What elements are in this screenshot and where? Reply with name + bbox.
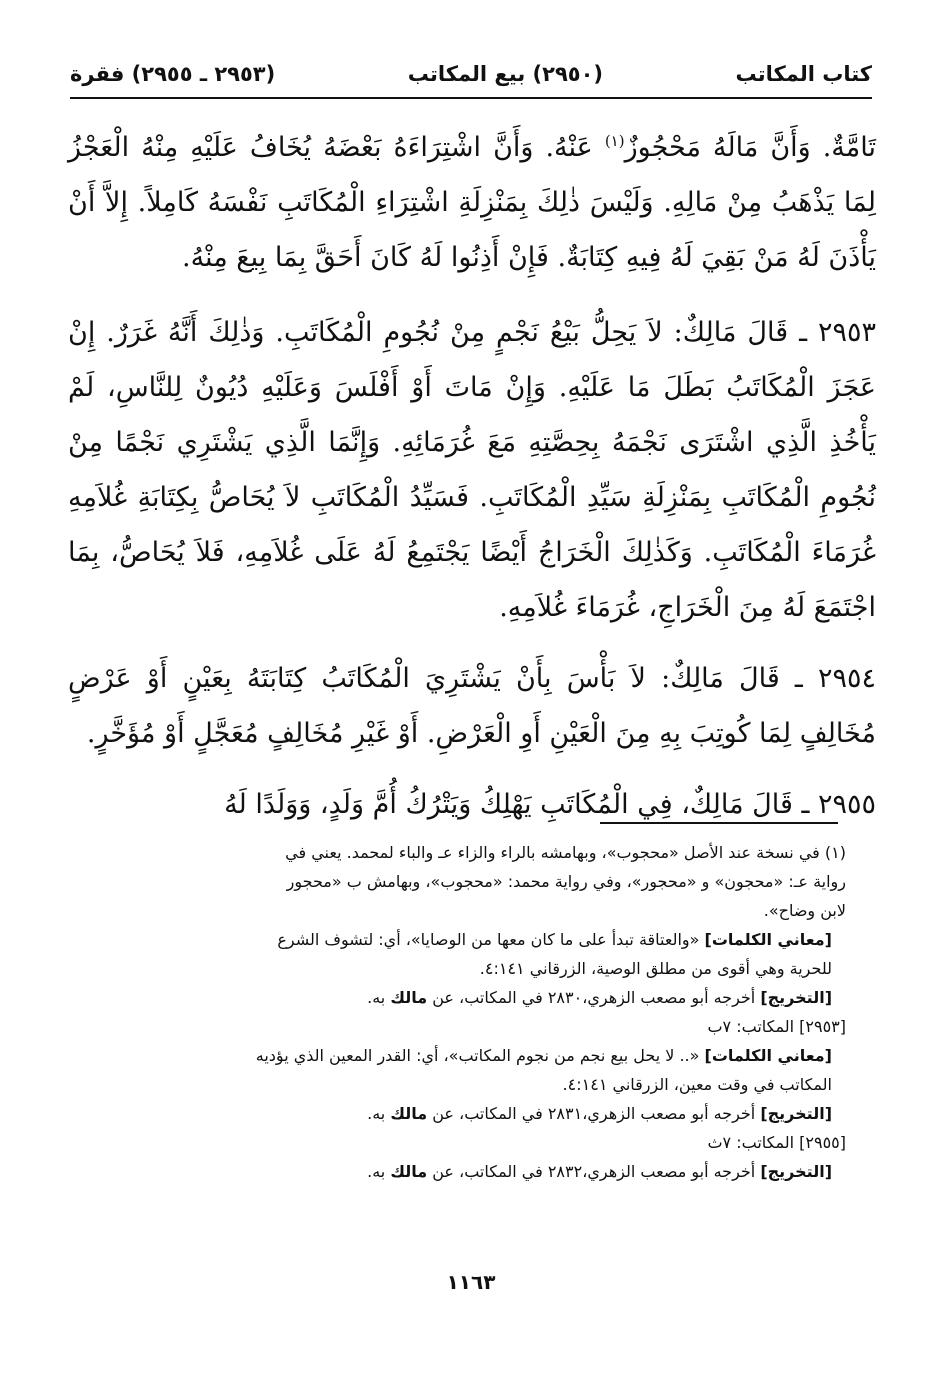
paragraph-continuation-text-b: عَنْهُ. وَأَنَّ اشْتِرَاءَهُ بَعْضَهُ يُخَافُ عَلَيْهِ مِنْهُ الْعَجْزُ لِمَا يَذْهَبُ مِنْ مَالِهِ. وَلَيْسَ ذٰلِكَ بِمَنْزِلَةِ اشْتِرَاءِ الْمُكَاتَبِ نَفْسَهُ كَامِلاً. إِلاَّ أَنْ يَأْذَنَ لَهُ مَنْ بَقِيَ لَهُ فِيهِ كِتَابَةٌ. فَإِنْ أَذِنُوا لَهُ كَانَ أَحَقَّ بِمَا بِيعَ مِنْهُ.: [68, 132, 876, 273]
word-meanings-2-line: [68, 1041, 832, 1070]
takhrij-3: [68, 1157, 846, 1186]
page-number: ١١٦٣: [446, 1270, 496, 1294]
word-meanings-text: «والعتاقة تبدأ على ما كان معها من الوصايا»، أي: لتشوف الشرع: [277, 930, 705, 949]
takhrij-2-line: [68, 1099, 832, 1128]
takhrij-end: به.: [367, 1104, 391, 1123]
paragraph-continuation-text-a: تَامَّةٌ. وَأَنَّ مَالَهُ مَحْجُوزٌ: [624, 132, 876, 163]
footnote-1-line: رواية عـ: «محجون» و «محجور»، وفي رواية محمد: «محجوب»، وبهامش ب «محجور: [286, 872, 846, 891]
word-meanings-2: [68, 1041, 846, 1099]
footnote-1: [68, 838, 846, 925]
takhrij-2: [68, 1099, 846, 1128]
footnote-separator: [600, 822, 838, 824]
header-paragraph-range: (٢٩٥٣ ـ ٢٩٥٥) فقرة: [70, 62, 276, 86]
ref-2953-text: [٢٩٥٣] المكاتب: ٧ب: [707, 1017, 846, 1036]
paragraph-2955: ٢٩٥٥ ـ قَالَ مَالِكٌ، فِي الْمُكَاتَبِ يَهْلِكُ وَيَتْرُكُ أُمَّ وَلَدٍ، وَوَلَدًا لَهُ: [224, 789, 876, 820]
ref-2955-text: [٢٩٥٥] المكاتب: ٧ث: [707, 1133, 846, 1152]
takhrij-3-line: [68, 1157, 832, 1186]
takhrij-label: [التخريج]: [760, 1104, 832, 1123]
takhrij-label: [التخريج]: [760, 1162, 832, 1181]
footnote-1-line: (١) في نسخة عند الأصل «محجوب»، وبهامشه بالراء والزاء عـ والباء لمحمد. يعني في: [285, 843, 846, 862]
takhrij-text: أخرجه أبو مصعب الزهري،٢٨٣٢ في المكاتب، عن: [427, 1162, 761, 1181]
word-meanings-label: [معاني الكلمات]: [704, 930, 832, 949]
word-meanings-2-line: المكاتب في وقت معين، الزرقاني ٤:١٤١.: [562, 1075, 832, 1094]
takhrij-1: [68, 983, 846, 1012]
paragraph-continuation: [68, 120, 876, 285]
takhrij-malik: مالك: [390, 988, 428, 1007]
takhrij-1-line: [68, 983, 832, 1012]
takhrij-malik: مالك: [390, 1162, 428, 1181]
footnote-1-line: لابن وضاح».: [763, 901, 846, 920]
ref-2953: [68, 1012, 846, 1041]
running-header: [70, 56, 872, 92]
takhrij-text: أخرجه أبو مصعب الزهري،٢٨٣٠ في المكاتب، عن: [427, 988, 761, 1007]
paragraph-2953: ٢٩٥٣ ـ قَالَ مَالِكٌ: لاَ يَحِلُّ بَيْعُ نَجْمٍ مِنْ نُجُومِ الْمُكَاتَبِ. وَذٰلِكَ أَنَّهُ غَرَرٌ. إِنْ عَجَزَ الْمُكَاتَبُ بَطَلَ مَا عَلَيْهِ. وَإِنْ مَاتَ أَوْ أَفْلَسَ وَعَلَيْهِ دُيُونٌ لِلنَّاسِ، لَمْ يَأْخُذِ الَّذِي اشْتَرَى نَجْمَهُ بِحِصَّتِهِ مَعَ غُرَمَائِهِ. وَإِنَّمَا الَّذِي يَشْتَرِي نَجْمًا مِنْ نُجُومِ الْمُكَاتَبِ بِمَنْزِلَةِ سَيِّدِ الْمُكَاتَبِ. فَسَيِّدُ الْمُكَاتَبِ لاَ يُحَاصُّ بِكِتَابَةِ غُلاَمِهِ غُرَمَاءَ الْمُكَاتَبِ. وَكَذٰلِكَ الْخَرَاجُ أَيْضًا يَجْتَمِعُ لَهُ عَلَى غُلاَمِهِ، فَلاَ يُحَاصُّ، بِمَا اجْتَمَعَ لَهُ مِنَ الْخَرَاجِ، غُرَمَاءَ غُلاَمِهِ.: [68, 317, 876, 623]
ref-2955: [68, 1128, 846, 1157]
main-text: [68, 120, 876, 848]
takhrij-text: أخرجه أبو مصعب الزهري،٢٨٣١ في المكاتب، عن: [427, 1104, 761, 1123]
word-meanings-1-line: للحرية وهي أقوى من مطلق الوصية، الزرقاني ٤:١٤١.: [479, 959, 832, 978]
takhrij-end: به.: [367, 988, 391, 1007]
header-book-title: كتاب المكاتب: [735, 62, 872, 86]
takhrij-end: به.: [367, 1162, 391, 1181]
word-meanings-label: [معاني الكلمات]: [704, 1046, 832, 1065]
takhrij-label: [التخريج]: [760, 988, 832, 1007]
word-meanings-1-line: [68, 925, 832, 954]
takhrij-malik: مالك: [390, 1104, 428, 1123]
word-meanings-text: «.. لا يحل بيع نجم من نجوم المكاتب»، أي: القدر المعين الذي يؤديه: [255, 1046, 705, 1065]
footnote-marker: (١): [604, 132, 625, 150]
word-meanings-1: [68, 925, 846, 983]
paragraph-2954: ٢٩٥٤ ـ قَالَ مَالِكٌ: لاَ بَأْسَ بِأَنْ يَشْتَرِيَ الْمُكَاتَبُ كِتَابَتَهُ بِعَيْنٍ أَوْ عَرْضٍ مُخَالِفٍ لِمَا كُوتِبَ بِهِ مِنَ الْعَيْنِ أَوِ الْعَرْضِ. أَوْ غَيْرِ مُخَالِفٍ مُعَجَّلٍ أَوْ مُؤَخَّرٍ.: [68, 663, 876, 749]
footnotes: [68, 838, 846, 1186]
header-chapter-title: (٢٩٥٠) بيع المكاتب: [407, 62, 604, 86]
header-rule: [70, 97, 872, 99]
